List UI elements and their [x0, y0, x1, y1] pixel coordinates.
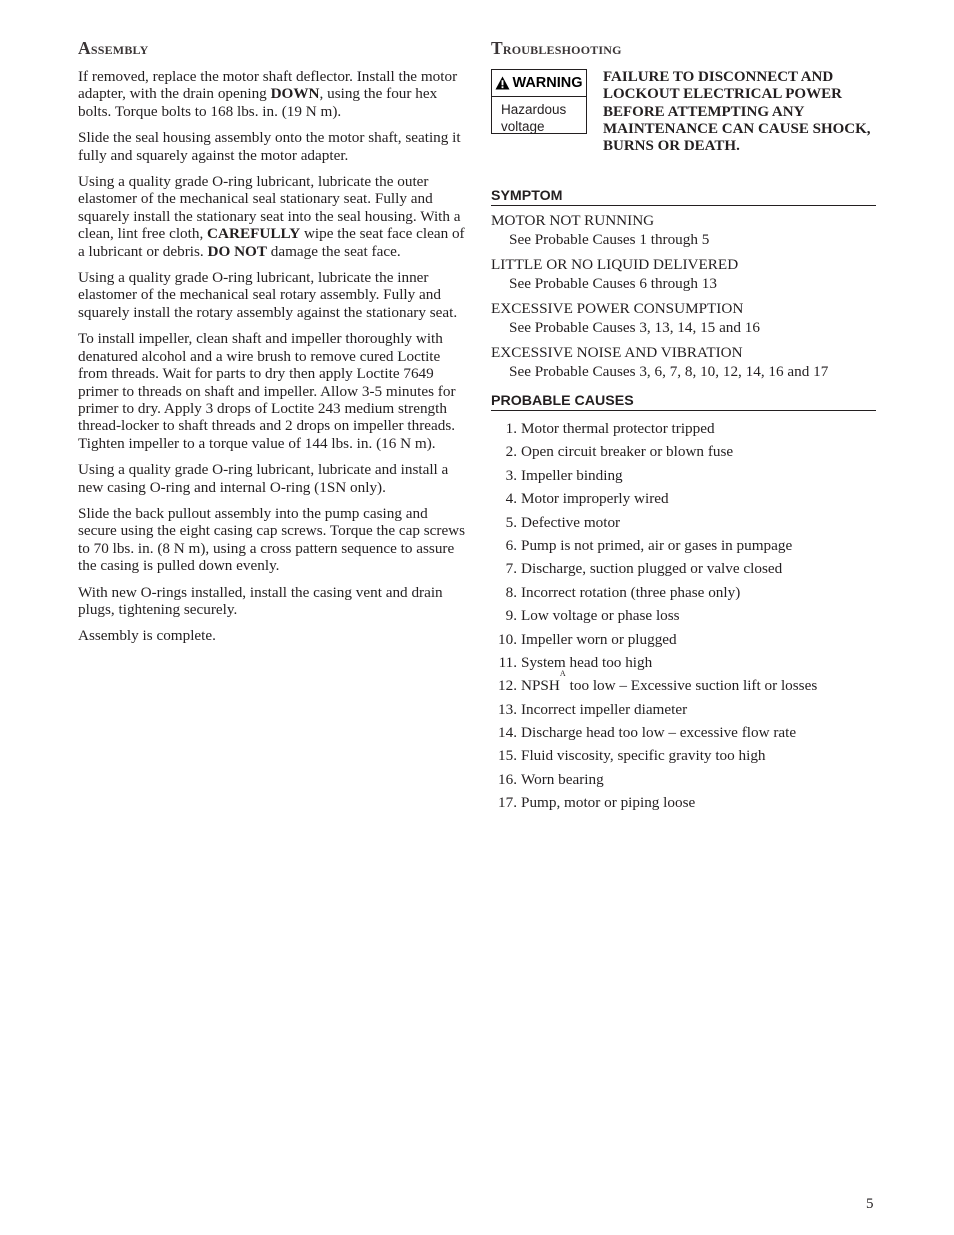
probable-cause-item: [491, 721, 876, 744]
probable-cause-item: [491, 698, 876, 721]
cause-text: Pump, motor or piping loose: [521, 794, 696, 812]
cause-text: Incorrect impeller diameter: [521, 700, 688, 718]
cause-number: 13.: [498, 700, 517, 718]
symptom-name: MOTOR NOT RUNNING: [491, 212, 655, 229]
symptom-reference: See Probable Causes 3, 6, 7, 8, 10, 12, 14, 16 and 17: [509, 362, 829, 380]
probable-cause-item: [491, 557, 876, 580]
probable-cause-item: [491, 651, 876, 674]
cause-text: Discharge, suction plugged or valve closed: [521, 560, 783, 578]
troubleshooting-column: [491, 38, 876, 815]
cause-number: 17.: [498, 794, 517, 812]
cause-text: Discharge head too low – excessive flow rate: [521, 724, 797, 742]
troubleshooting-heading: Troubleshooting: [491, 38, 622, 58]
probable-cause-item: [491, 604, 876, 627]
probable-cause-item: [491, 628, 876, 651]
cause-number: 11.: [498, 653, 517, 671]
probable-causes-list: [491, 417, 876, 815]
hazard-line-2: voltage: [501, 119, 545, 134]
cause-number: 9.: [505, 607, 517, 625]
probable-cause-item: [491, 744, 876, 767]
cause-number: 10.: [498, 630, 517, 648]
symptom-name: LITTLE OR NO LIQUID DELIVERED: [491, 256, 739, 273]
warning-header: [492, 70, 586, 97]
symptom-name: EXCESSIVE POWER CONSUMPTION: [491, 300, 744, 317]
probable-cause-item: [491, 417, 876, 440]
cause-number: 2.: [505, 443, 517, 461]
cause-text: Low voltage or phase loss: [521, 607, 680, 625]
cause-text: Motor thermal protector tripped: [521, 420, 715, 437]
warning-label-box: [491, 69, 587, 134]
assembly-paragraph-7: Slide the back pullout assembly into the pump casing and secure using the eight casing cap screws. Torque the cap screws to 70 lbs. in. (8 N m), using a cross pattern sequence to assure the casing is pulled down evenly.: [78, 504, 466, 575]
probable-cause-item: [491, 669, 876, 697]
probable-causes-heading: PROBABLE CAUSES: [491, 393, 876, 411]
cause-number: 5.: [505, 513, 517, 531]
hazard-line-1: Hazardous: [501, 102, 567, 117]
assembly-paragraph-4: Using a quality grade O-ring lubricant, lubricate the inner elastomer of the mechanical seal rotary assembly. Fully and squarely install the rotary assembly against the stationary seat.: [78, 269, 458, 321]
cause-text: Impeller worn or plugged: [521, 630, 677, 648]
assembly-column: [78, 38, 466, 654]
symptom-list: [491, 212, 876, 381]
symptom-reference: See Probable Causes 6 through 13: [509, 274, 717, 292]
cause-text: Open circuit breaker or blown fuse: [521, 443, 734, 461]
symptom-item: [491, 212, 876, 249]
text-run: wipe the seat face clean of a lubricant or debris.: [78, 225, 465, 260]
cause-number: 7.: [505, 560, 517, 578]
cause-number: 14.: [498, 724, 517, 742]
symptom-item: [491, 300, 876, 337]
assembly-paragraph-3: [78, 173, 466, 260]
symptom-heading: SYMPTOM: [491, 188, 876, 206]
text-run: , using the four hex bolts. Torque bolts to 168 lbs. in. (19 N m).: [78, 85, 438, 120]
assembly-paragraph-5: To install impeller, clean shaft and impeller thoroughly with denatured alcohol and a wire brush to remove cured Loctite from threads. Wait for parts to dry then apply Loctite 7649 primer to threads on shaft and impeller. Allow 3-5 minutes for primer to dry. Apply 3 drops of Loctite 243 medium strength thread-locker to shaft threads and 2 drops on impeller threads. Tighten impeller to a torque value of 144 lbs. in. (16 N m).: [78, 330, 456, 452]
page-number: 5: [866, 1196, 874, 1212]
probable-cause-item: [491, 581, 876, 604]
cause-text: Motor improperly wired: [521, 490, 669, 508]
cause-text: System head too high: [521, 653, 653, 671]
bold-run: DOWN: [270, 85, 320, 103]
cause-number: 12.: [498, 677, 517, 695]
bold-run: CAREFULLY: [207, 225, 301, 243]
probable-cause-item: [491, 768, 876, 791]
symptom-item: [491, 256, 876, 293]
text-run: Using a quality grade O-ring lubricant, lubricate the outer elastomer of the mechanical seal stationary seat. Fully and squarely install the stationary seat into the seal housing. With a clean, lint free cloth,: [78, 173, 461, 243]
symptom-reference: See Probable Causes 3, 13, 14, 15 and 16: [509, 318, 760, 336]
probable-cause-item: [491, 511, 876, 534]
assembly-paragraph-2: Slide the seal housing assembly onto the motor shaft, seating it fully and squarely against the motor adapter.: [78, 129, 461, 164]
assembly-paragraph-8: With new O-rings installed, install the casing vent and drain plugs, tightening securely.: [78, 583, 443, 618]
assembly-heading: Assembly: [78, 38, 149, 58]
cause-number: 1.: [505, 420, 517, 437]
hazard-description: [492, 97, 586, 135]
cause-text: Incorrect rotation (three phase only): [521, 583, 741, 601]
cause-prefix: NPSH: [521, 677, 560, 695]
cause-number: 4.: [505, 490, 517, 508]
cause-number: 15.: [498, 747, 517, 765]
probable-cause-item: [491, 791, 876, 814]
text-run: If removed, replace the motor shaft deflector. Install the motor adapter, with the drain opening: [78, 68, 458, 103]
cause-number: 8.: [505, 583, 517, 601]
warning-text: FAILURE TO DISCONNECT AND LOCKOUT ELECTRICAL POWER BEFORE ATTEMPTING ANY MAINTENANCE CAN CAUSE SHOCK, BURNS OR DEATH.: [603, 69, 871, 155]
cause-subscript: A: [559, 669, 566, 679]
text-run: damage the seat face.: [266, 242, 401, 260]
warning-block: [491, 68, 876, 188]
cause-text: Defective motor: [521, 513, 621, 531]
assembly-paragraph-9: Assembly is complete.: [78, 627, 216, 645]
bold-run: DO NOT: [207, 242, 267, 260]
assembly-paragraph-6: Using a quality grade O-ring lubricant, lubricate and install a new casing O-ring and internal O-ring (1SN only).: [78, 461, 449, 496]
probable-cause-item: [491, 440, 876, 463]
warning-label: WARNING: [512, 75, 583, 91]
probable-cause-item: [491, 534, 876, 557]
cause-text: Impeller binding: [521, 466, 623, 484]
cause-number: 6.: [505, 536, 517, 554]
cause-text: too low – Excessive suction lift or losses: [569, 677, 818, 695]
symptom-item: [491, 344, 876, 381]
symptom-reference: See Probable Causes 1 through 5: [509, 230, 710, 248]
cause-text: Pump is not primed, air or gases in pumpage: [521, 536, 793, 554]
cause-text: Worn bearing: [521, 770, 604, 788]
assembly-paragraph-1: [78, 68, 466, 120]
cause-number: 3.: [505, 466, 517, 484]
probable-cause-item: [491, 487, 876, 510]
warning-triangle-icon: [495, 76, 510, 90]
cause-text: Fluid viscosity, specific gravity too high: [521, 747, 766, 765]
symptom-name: EXCESSIVE NOISE AND VIBRATION: [491, 344, 743, 361]
probable-cause-item: [491, 464, 876, 487]
cause-number: 16.: [498, 770, 517, 788]
